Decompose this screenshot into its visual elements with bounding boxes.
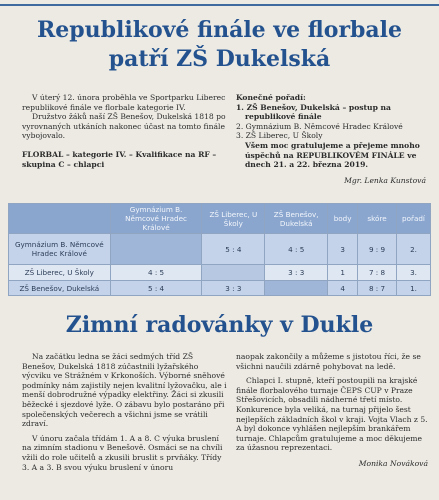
table-row — [9, 281, 431, 296]
table-cell: 3 — [328, 234, 358, 265]
article1-signature: Mgr. Lenka Kunstová — [344, 175, 426, 185]
article2-paragraph: naopak zakončily a můžeme s jistotou říci, že se všichni naučili zdárně pohybovat na ledě. — [236, 352, 421, 371]
table-cell: 3. — [396, 265, 430, 281]
table-cell — [202, 265, 265, 281]
article2-paragraph: V únoru začala třídám 1. A a 8. C výuka bruslení na zimním stadionu v Benešově. Osmáci se na chvíli vžili do role učitelů a zkusili bruslit s prvňáky. Třídy 3. A a 3. B svou výuku bruslení v únoru — [22, 433, 223, 472]
ranking-heading: Konečné pořadí: — [236, 93, 306, 102]
table-cell: 3 : 3 — [265, 265, 328, 281]
article1-title — [0, 16, 439, 74]
table-cell: 5 : 4 — [110, 281, 202, 296]
table-header-cell: Gymnázium B. Němcové Hradec Králové — [110, 204, 202, 234]
top-rule — [0, 4, 439, 6]
article1-right-column — [236, 93, 426, 185]
table-cell: 9 : 9 — [358, 234, 397, 265]
table-cell: 8 : 7 — [358, 281, 397, 296]
table-header-cell: body — [328, 204, 358, 234]
table-cell: 1. — [396, 281, 430, 296]
results-table — [8, 203, 431, 296]
table-row — [9, 234, 431, 265]
congrats-text: Všem moc gratulujeme a přejeme mnoho úspěchů na REPUBLIKOVÉM FINÁLE ve dnech 21. a 22. března 2019. — [245, 140, 420, 170]
ranking-item-1: 1. ZŠ Benešov, Dukelská – postup na republikové finále — [236, 102, 391, 122]
table-cell: 5 : 4 — [202, 234, 265, 265]
article2-paragraph: Na začátku ledna se žáci sedmých tříd ZŠ Benešov, Dukelská 1818 zúčastnili lyžařského výcviku ve Strážném v Krkonoších. Výborné sněhové podmínky nám zajistily nejen kvalitní lyžovačku, ale i menší dobrodružné výpadky elektřiny. Žáci si zkusili běžecké i sjezdové lyže. O zábavu bylo postaráno při společenských večerech a všichni jsme se vrátili zdraví. — [22, 352, 227, 429]
team-name-cell: ZŠ Liberec, U Školy — [9, 265, 111, 281]
table-header-cell: pořadí — [396, 204, 430, 234]
article2-paragraph: Chlapci I. stupně, kteří postoupili na krajské finále florbalového turnaje ČEPS CUP v Praze Střešovicích, obsadili nádherné třetí místo. Konkurence byla veliká, na turnaj přijelo šest nejlepších základních škol v kraji. Vojta Vlach z 5. A byl dokonce vyhlášen nejlepším brankářem turnaje. Chlapcům gratulujeme a moc děkujeme za úžasnou reprezentaci. — [236, 376, 428, 453]
table-cell: 4 : 5 — [265, 234, 328, 265]
table-header-cell: ZŠ Benešov, Dukelská — [265, 204, 328, 234]
table-cell: 7 : 8 — [358, 265, 397, 281]
article2-title: Zimní radovánky v Dukle — [65, 312, 374, 338]
table-header-cell: ZŠ Liberec, U Školy — [202, 204, 265, 234]
article1-title-line2: patří ZŠ Dukelská — [108, 46, 331, 72]
article1-title-line1: Republikové finále ve florbale — [36, 17, 403, 43]
ranking-item-3: 3. ZŠ Liberec, U Školy — [236, 131, 323, 141]
article2-right-column — [236, 352, 428, 469]
table-cell: 1 — [328, 265, 358, 281]
table-header-cell — [9, 204, 111, 234]
article1-paragraph: V úterý 12. února proběhla ve Sportparku Liberec republikové finále ve florbale kategorie IV. — [22, 93, 226, 112]
table-cell — [110, 234, 202, 265]
article1-table-caption: FLORBAL – kategorie IV. – Kvalifikace na RF – skupina C – chlapci — [22, 149, 217, 169]
ranking-item-2: 2. Gymnázium B. Němcové Hradec Králové — [236, 121, 403, 131]
table-row — [9, 265, 431, 281]
article2-signature: Monika Nováková — [358, 458, 428, 468]
table-cell: 3 : 3 — [202, 281, 265, 296]
article1-paragraph: Družstvo žáků naší ZŠ Benešov, Dukelská 1818 po vyrovnaných utkáních nakonec účast na tomto finále vybojovalo. — [22, 112, 226, 141]
table-header-cell: skóre — [358, 204, 397, 234]
article1-left-column — [22, 93, 228, 169]
table-cell: 4 — [328, 281, 358, 296]
table-header-row — [9, 204, 431, 234]
table-cell — [265, 281, 328, 296]
table-cell: 4 : 5 — [110, 265, 202, 281]
article2-left-column — [22, 352, 228, 472]
table-cell: 2. — [396, 234, 430, 265]
team-name-cell: ZŠ Benešov, Dukelská — [9, 281, 111, 296]
team-name-cell: Gymnázium B. Němcové Hradec Králové — [9, 234, 111, 265]
